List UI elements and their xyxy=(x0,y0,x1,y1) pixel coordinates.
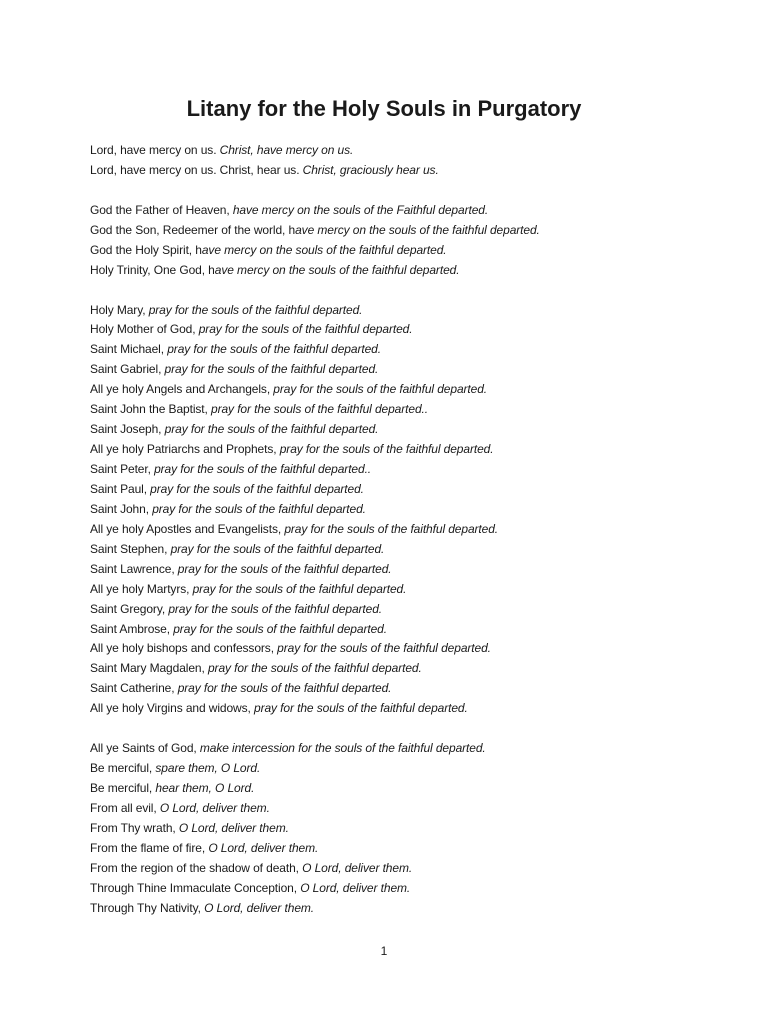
response-text: O Lord, deliver them. xyxy=(300,880,411,895)
response-text: pray for the souls of the faithful departed. xyxy=(148,302,363,317)
litany-line xyxy=(90,340,730,360)
litany-line xyxy=(90,221,730,241)
invocation-text: Saint Stephen, xyxy=(90,541,171,556)
response-text: hear them, O Lord. xyxy=(155,781,255,795)
invocation-text: Holy Trinity, One God, h xyxy=(90,262,215,277)
invocation-text: Saint John, xyxy=(90,501,153,516)
litany-line xyxy=(90,839,730,859)
invocation-text: From the flame of fire, xyxy=(90,840,209,855)
litany-line xyxy=(90,739,730,759)
invocation-text: Saint Gregory, xyxy=(90,601,169,616)
invocation-text: Through Thy Nativity, xyxy=(90,900,205,915)
litany-line xyxy=(90,620,730,640)
invocation-text: Be merciful, xyxy=(90,761,156,776)
litany-line xyxy=(90,639,730,659)
section-gap xyxy=(90,719,730,739)
litany-line xyxy=(90,659,730,679)
litany-line xyxy=(90,879,730,899)
litany-line xyxy=(90,201,730,221)
response-text: pray for the souls of the faithful departed. xyxy=(170,541,385,556)
response-text: Christ, have mercy on us. xyxy=(219,143,354,157)
response-text: O Lord, deliver them. xyxy=(208,840,319,855)
response-text: O Lord, deliver them. xyxy=(204,900,315,915)
invocation-text: All ye holy Apostles and Evangelists, xyxy=(90,521,285,536)
litany-line xyxy=(90,480,730,500)
litany-line xyxy=(90,241,730,261)
litany-line xyxy=(90,440,730,460)
response-text: O Lord, deliver them. xyxy=(302,860,413,875)
invocation-text: All ye holy bishops and confessors, xyxy=(90,641,278,656)
invocation-text: Saint Ambrose, xyxy=(90,621,174,636)
invocation-text: From all evil, xyxy=(90,800,160,815)
invocation-text: Holy Mother of God, xyxy=(90,322,199,337)
litany-line xyxy=(90,859,730,879)
litany-line xyxy=(90,460,730,480)
litany-line xyxy=(90,141,730,161)
invocation-text: From Thy wrath, xyxy=(90,820,179,835)
invocation-text: Saint Gabriel, xyxy=(90,362,165,377)
litany-line xyxy=(90,540,730,560)
litany-line xyxy=(90,161,730,181)
litany-line xyxy=(90,380,730,400)
response-text: pray for the souls of the faithful departed. xyxy=(164,422,379,437)
document-title: Litany for the Holy Souls in Purgatory xyxy=(186,96,582,121)
invocation-text: All ye Saints of God, xyxy=(90,741,200,756)
litany-line xyxy=(90,261,730,281)
response-text: pray for the souls of the faithful departed.. xyxy=(211,402,428,417)
litany-line xyxy=(90,500,730,520)
litany-line xyxy=(90,301,730,321)
response-text: make intercession for the souls of the faithful departed. xyxy=(199,741,486,756)
response-text: O Lord, deliver them. xyxy=(159,800,270,815)
invocation-text: God the Father of Heaven, xyxy=(90,202,233,217)
invocation-text: Holy Mary, xyxy=(90,302,149,317)
response-text: pray for the souls of the faithful departed. xyxy=(192,581,407,596)
invocation-text: Saint Peter, xyxy=(90,462,155,476)
response-text: pray for the souls of the faithful departed. xyxy=(273,382,488,397)
invocation-text: God the Holy Spirit, h xyxy=(90,242,202,257)
section-gap xyxy=(90,181,730,201)
invocation-text: All ye holy Patriarchs and Prophets, xyxy=(90,442,280,457)
response-text: pray for the souls of the faithful departed. xyxy=(279,442,494,457)
litany-line xyxy=(90,420,730,440)
response-text: ave mercy on the souls of the faithful departed. xyxy=(214,262,460,277)
response-text: pray for the souls of the faithful departed. xyxy=(168,601,383,616)
litany-line xyxy=(90,799,730,819)
response-text: ave mercy on the souls of the faithful departed. xyxy=(295,222,540,237)
response-text: spare them, O Lord. xyxy=(155,761,261,776)
response-text: pray for the souls of the faithful departed. xyxy=(164,362,379,377)
invocation-text: Saint John the Baptist, xyxy=(90,402,212,417)
page-number: 1 xyxy=(380,944,388,958)
litany-line xyxy=(90,520,730,540)
response-text: Christ, graciously hear us. xyxy=(302,162,439,177)
response-text: pray for the souls of the faithful departed. xyxy=(207,661,422,676)
response-text: pray for the souls of the faithful departed.. xyxy=(154,462,372,476)
invocation-text: From the region of the shadow of death, xyxy=(90,860,303,875)
litany-line xyxy=(90,699,730,719)
response-text: pray for the souls of the faithful departed. xyxy=(167,342,381,357)
invocation-text: All ye holy Virgins and widows, xyxy=(90,701,254,716)
response-text: ave mercy on the souls of the faithful departed. xyxy=(201,242,447,257)
invocation-text: All ye holy Martyrs, xyxy=(90,581,193,596)
litany-line xyxy=(90,899,730,919)
response-text: pray for the souls of the faithful departed. xyxy=(152,501,366,516)
litany-line xyxy=(90,779,730,799)
litany-line xyxy=(90,580,730,600)
invocation-text: Be merciful, xyxy=(90,781,156,795)
litany-line xyxy=(90,819,730,839)
invocation-text: Saint Michael, xyxy=(90,342,168,357)
section-gap xyxy=(90,281,730,301)
litany-line xyxy=(90,360,730,380)
litany-line xyxy=(90,600,730,620)
invocation-text: Saint Catherine, xyxy=(90,681,178,696)
invocation-text: Through Thine Immaculate Conception, xyxy=(90,880,301,895)
litany-line xyxy=(90,400,730,420)
invocation-text: God the Son, Redeemer of the world, h xyxy=(90,222,296,237)
invocation-text: Saint Joseph, xyxy=(90,422,165,437)
invocation-text: Saint Lawrence, xyxy=(90,561,178,576)
response-text: pray for the souls of the faithful departed. xyxy=(254,701,468,716)
response-text: pray for the souls of the faithful departed. xyxy=(177,561,392,576)
litany-line xyxy=(90,679,730,699)
invocation-text: Saint Paul, xyxy=(90,481,151,496)
invocation-text: Lord, have mercy on us. Christ, hear us. xyxy=(90,162,303,177)
response-text: pray for the souls of the faithful departed. xyxy=(150,481,364,496)
invocation-text: All ye holy Angels and Archangels, xyxy=(90,382,274,397)
response-text: have mercy on the souls of the Faithful departed. xyxy=(232,202,489,217)
response-text: pray for the souls of the faithful departed. xyxy=(277,641,491,656)
litany-line xyxy=(90,759,730,779)
response-text: pray for the souls of the faithful departed. xyxy=(284,521,499,536)
response-text: pray for the souls of the faithful departed. xyxy=(198,322,413,337)
response-text: pray for the souls of the faithful departed. xyxy=(173,621,387,636)
litany-line xyxy=(90,320,730,340)
litany-line xyxy=(90,560,730,580)
litany-body xyxy=(90,141,730,919)
invocation-text: Saint Mary Magdalen, xyxy=(90,661,208,676)
invocation-text: Lord, have mercy on us. xyxy=(90,143,220,157)
response-text: O Lord, deliver them. xyxy=(178,820,289,835)
response-text: pray for the souls of the faithful departed. xyxy=(177,681,392,696)
